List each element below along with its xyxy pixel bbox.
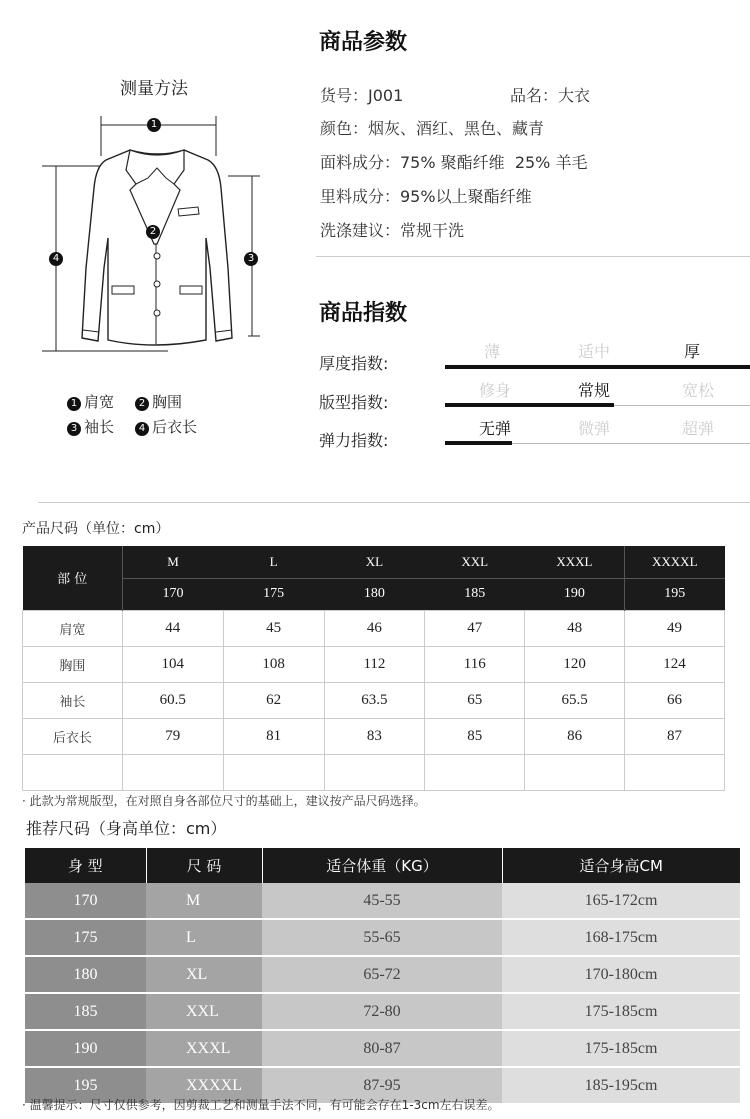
table-cell: 44 xyxy=(122,610,223,646)
rec-cell: 175 xyxy=(25,919,146,956)
table-cell: 87 xyxy=(625,718,725,754)
rec-cell: 165-172cm xyxy=(502,883,740,919)
marker-1: 1 xyxy=(147,118,161,132)
table-cell: 65 xyxy=(425,682,525,718)
rec-cell: M xyxy=(146,883,262,919)
marker-2: 2 xyxy=(146,225,160,239)
legend-shoulder: 1 肩宽 xyxy=(67,391,114,412)
rec-cell: 185-195cm xyxy=(502,1067,740,1104)
rec-cell: 87-95 xyxy=(262,1067,502,1104)
size-table-title: 产品尺码（单位：cm） xyxy=(22,521,170,537)
table-row xyxy=(25,993,740,1030)
table-cell: 65.5 xyxy=(525,682,625,718)
rec-cell: 195 xyxy=(25,1067,146,1104)
size-table xyxy=(22,546,725,791)
table-cell: 81 xyxy=(223,718,324,754)
rec-cell: 55-65 xyxy=(262,919,502,956)
table-row xyxy=(25,883,740,919)
rec-cell: 170-180cm xyxy=(502,956,740,993)
rec-cell: 175-185cm xyxy=(502,993,740,1030)
rec-cell: 168-175cm xyxy=(502,919,740,956)
fit-label: 版型指数: xyxy=(319,393,389,412)
param-wash: 洗涤建议：常规干洗 xyxy=(320,221,465,240)
thickness-option-thick: 厚 xyxy=(683,342,700,361)
thickness-option-thin: 薄 xyxy=(483,342,500,361)
table-row xyxy=(25,1030,740,1067)
size-header: M xyxy=(122,546,223,578)
table-cell: 47 xyxy=(425,610,525,646)
table-cell: 86 xyxy=(525,718,625,754)
rec-cell: XXXXL xyxy=(146,1067,262,1104)
rec-table xyxy=(25,848,740,1105)
param-fabric: 面料成分：75% 聚酯纤维 25% 羊毛 xyxy=(320,153,588,172)
param-color: 颜色：烟灰、酒红、黑色、藏青 xyxy=(320,119,545,138)
elasticity-indicator xyxy=(445,441,512,445)
row-part: 袖长 xyxy=(23,682,123,718)
table-cell: 120 xyxy=(525,646,625,682)
size-header: XL xyxy=(324,546,425,578)
table-row xyxy=(23,718,725,754)
table-row xyxy=(25,919,740,956)
height-header: 195 xyxy=(625,578,725,610)
table-cell: 85 xyxy=(425,718,525,754)
rec-note: · 温馨提示：尺寸仅供参考，因剪裁工艺和测量手法不同，有可能会存在1-3cm左右误差。 xyxy=(22,1098,500,1112)
fit-indicator xyxy=(445,403,614,407)
rec-cell: XXXL xyxy=(146,1030,262,1067)
part-header: 部 位 xyxy=(23,546,123,610)
legend-back-length: 4 后衣长 xyxy=(135,416,197,437)
measure-title: 测量方法 xyxy=(120,79,188,99)
thickness-option-medium: 适中 xyxy=(577,342,610,361)
marker-3: 3 xyxy=(244,252,258,266)
rec-cell: 175-185cm xyxy=(502,1030,740,1067)
rec-cell: 180 xyxy=(25,956,146,993)
height-header: 180 xyxy=(324,578,425,610)
size-header: XXXXL xyxy=(625,546,725,578)
rec-header: 适合体重（KG） xyxy=(262,848,502,883)
fit-option-regular: 常规 xyxy=(577,381,610,400)
table-cell: 116 xyxy=(425,646,525,682)
elasticity-option-none: 无弹 xyxy=(478,419,511,438)
section-divider xyxy=(38,502,750,503)
table-row xyxy=(25,956,740,993)
table-cell: 46 xyxy=(324,610,425,646)
table-cell: 60.5 xyxy=(122,682,223,718)
rec-cell: 170 xyxy=(25,883,146,919)
rec-header: 尺 码 xyxy=(146,848,262,883)
height-header: 190 xyxy=(525,578,625,610)
thickness-indicator xyxy=(445,365,750,369)
rec-cell: XL xyxy=(146,956,262,993)
height-header: 170 xyxy=(122,578,223,610)
row-part: 后衣长 xyxy=(23,718,123,754)
rec-cell: 65-72 xyxy=(262,956,502,993)
elasticity-option-slight: 微弹 xyxy=(577,419,610,438)
rec-cell: 45-55 xyxy=(262,883,502,919)
param-name: 品名：大衣 xyxy=(510,86,591,105)
table-cell: 48 xyxy=(525,610,625,646)
table-cell: 63.5 xyxy=(324,682,425,718)
legend-chest: 2 胸围 xyxy=(135,391,182,412)
rec-header: 适合身高CM xyxy=(502,848,740,883)
row-part: 胸围 xyxy=(23,646,123,682)
size-header: XXXL xyxy=(525,546,625,578)
rec-cell: 190 xyxy=(25,1030,146,1067)
params-divider xyxy=(316,256,750,257)
elasticity-option-high: 超弹 xyxy=(681,419,714,438)
table-cell: 62 xyxy=(223,682,324,718)
table-row xyxy=(23,610,725,646)
fit-option-slim: 修身 xyxy=(478,381,511,400)
thickness-label: 厚度指数: xyxy=(319,354,389,373)
table-cell: 49 xyxy=(625,610,725,646)
marker-4: 4 xyxy=(49,252,63,266)
size-note: · 此款为常规版型，在对照自身各部位尺寸的基础上，建议按产品尺码选择。 xyxy=(22,794,426,808)
table-cell: 79 xyxy=(122,718,223,754)
table-row xyxy=(23,682,725,718)
table-cell: 104 xyxy=(122,646,223,682)
rec-table-title: 推荐尺码（身高单位：cm） xyxy=(26,819,227,838)
table-cell: 112 xyxy=(324,646,425,682)
rec-cell: 185 xyxy=(25,993,146,1030)
param-item-no: 货号：J001 xyxy=(320,86,404,105)
legend-sleeve: 3 袖长 xyxy=(67,416,114,437)
index-title: 商品指数 xyxy=(319,301,408,326)
param-lining: 里料成分：95%以上聚酯纤维 xyxy=(320,187,532,206)
table-cell: 66 xyxy=(625,682,725,718)
rec-cell: 72-80 xyxy=(262,993,502,1030)
table-cell: 83 xyxy=(324,718,425,754)
table-row-empty xyxy=(23,754,725,790)
elasticity-label: 弹力指数: xyxy=(319,431,389,450)
table-cell: 124 xyxy=(625,646,725,682)
row-part: 肩宽 xyxy=(23,610,123,646)
rec-header: 身 型 xyxy=(25,848,146,883)
rec-cell: L xyxy=(146,919,262,956)
params-title: 商品参数 xyxy=(319,30,408,55)
rec-cell: XXL xyxy=(146,993,262,1030)
size-header: XXL xyxy=(425,546,525,578)
fit-option-loose: 宽松 xyxy=(681,381,714,400)
height-header: 185 xyxy=(425,578,525,610)
height-header: 175 xyxy=(223,578,324,610)
table-row xyxy=(23,646,725,682)
rec-cell: 80-87 xyxy=(262,1030,502,1067)
table-cell: 45 xyxy=(223,610,324,646)
size-header: L xyxy=(223,546,324,578)
table-cell: 108 xyxy=(223,646,324,682)
